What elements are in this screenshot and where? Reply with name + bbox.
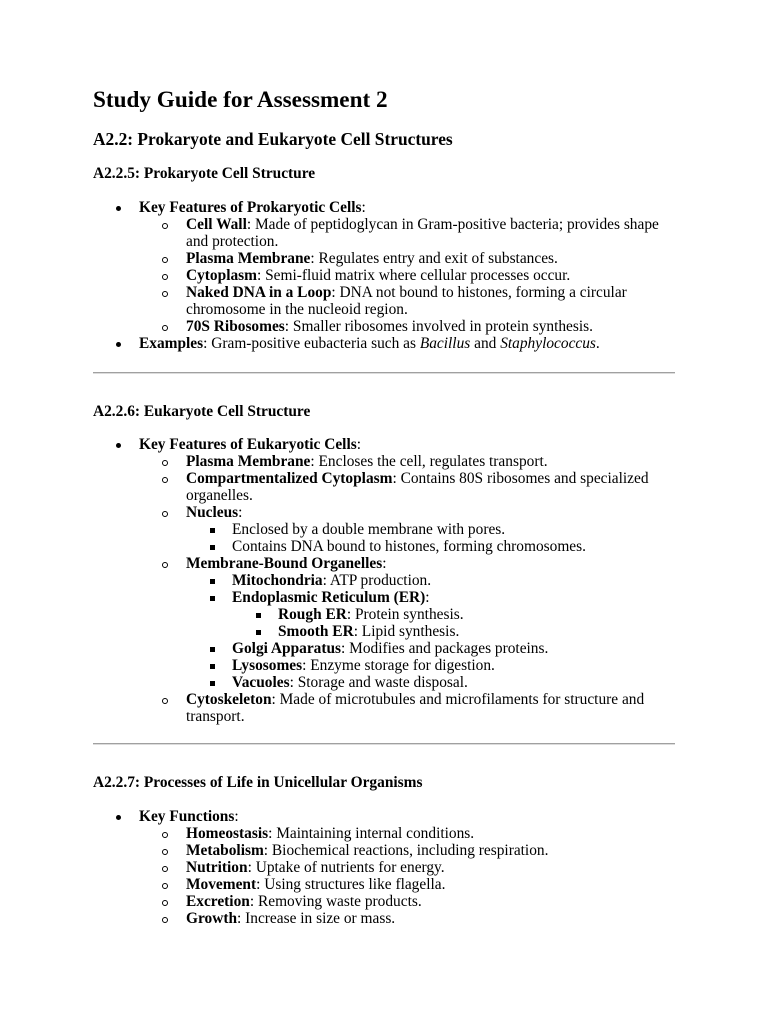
circle-bullet-icon <box>162 460 168 466</box>
term-examples: Examples <box>139 335 204 352</box>
term-suffix: : <box>356 436 361 453</box>
list-item-rough-er <box>278 606 675 623</box>
item-text <box>232 640 548 657</box>
square-bullet-icon <box>210 545 215 550</box>
genus-staphylococcus: Staphylococcus <box>500 335 596 352</box>
circle-bullet-icon <box>162 477 168 483</box>
circle-bullet-icon <box>162 291 168 297</box>
term-suffix: : <box>234 808 239 825</box>
term-cell-wall: Cell Wall <box>186 216 247 233</box>
genus-bacillus: Bacillus <box>419 335 471 352</box>
item-text <box>186 470 649 504</box>
list-item-golgi-apparatus <box>232 640 675 657</box>
term-endoplasmic-reticulum: Endoplasmic Reticulum (ER) <box>232 589 426 606</box>
term-cytoplasm: Cytoplasm <box>186 267 257 284</box>
term-growth: Growth <box>186 910 238 927</box>
circle-bullet-icon <box>162 849 168 855</box>
list-item-growth <box>186 910 675 927</box>
functions-list <box>186 825 675 927</box>
description-golgi-apparatus: : Modifies and packages proteins. <box>341 640 549 657</box>
eukaryote-list <box>139 436 675 725</box>
list-item-membrane-bound-organelles <box>186 555 675 691</box>
term-70s-ribosomes: 70S Ribosomes <box>186 318 285 335</box>
square-bullet-icon <box>210 647 215 652</box>
circle-bullet-icon <box>162 832 168 838</box>
er-list <box>278 606 675 640</box>
term-vacuoles: Vacuoles <box>232 674 290 691</box>
square-bullet-icon <box>256 630 261 635</box>
term-metabolism: Metabolism <box>186 842 264 859</box>
list-item-cytoplasm <box>186 267 675 284</box>
list-item-compartmentalized-cytoplasm <box>186 470 675 504</box>
term-rough-er: Rough ER <box>278 606 347 623</box>
item-text <box>139 199 366 216</box>
circle-bullet-icon <box>162 883 168 889</box>
square-bullet-icon <box>210 664 215 669</box>
circle-bullet-icon <box>162 223 168 229</box>
square-bullet-icon <box>256 613 261 618</box>
description-nutrition: : Uptake of nutrients for energy. <box>247 859 445 876</box>
section-heading-eukaryote: A2.2.6: Eukaryote Cell Structure <box>93 403 311 420</box>
term-suffix: : <box>361 199 366 216</box>
description-cell-wall: : Made of peptidoglycan in Gram-positive bacteria; provides shape and protection. <box>186 216 659 250</box>
bullet-icon <box>116 342 121 347</box>
list-item-cytoskeleton <box>186 691 675 725</box>
description-lysosomes: : Enzyme storage for digestion. <box>302 657 495 674</box>
document-page <box>93 0 675 1024</box>
description-compartmentalized-cytoplasm: : Contains 80S ribosomes and specialized organelles. <box>186 470 649 504</box>
description-homeostasis: : Maintaining internal conditions. <box>268 825 475 842</box>
list-item-cell-wall <box>186 216 675 250</box>
item-text <box>186 318 593 335</box>
list-item-movement <box>186 876 675 893</box>
term-smooth-er: Smooth ER <box>278 623 354 640</box>
description-mitochondria: : ATP production. <box>322 572 432 589</box>
item-text <box>232 572 431 589</box>
description-plasma-membrane: : Encloses the cell, regulates transport. <box>310 453 548 470</box>
description-70s-ribosomes: : Smaller ribosomes involved in protein synthesis. <box>284 318 593 335</box>
item-text <box>232 674 468 691</box>
term-mitochondria: Mitochondria <box>232 572 323 589</box>
list-item-nutrition <box>186 859 675 876</box>
description-naked-dna: : DNA not bound to histones, forming a circular chromosome in the nucleoid region. <box>186 284 627 318</box>
circle-bullet-icon <box>162 325 168 331</box>
circle-bullet-icon <box>162 698 168 704</box>
item-text <box>139 436 361 453</box>
term-key-features-prokaryotic: Key Features of Prokaryotic Cells <box>139 199 362 216</box>
description-growth: : Increase in size or mass. <box>237 910 396 927</box>
list-item-key-features-prokaryotic <box>139 199 675 335</box>
prokaryote-feature-list <box>186 216 675 335</box>
circle-bullet-icon <box>162 866 168 872</box>
item-text <box>278 623 459 640</box>
list-item-smooth-er <box>278 623 675 640</box>
item-text <box>186 504 242 521</box>
term-nutrition: Nutrition <box>186 859 248 876</box>
square-bullet-icon <box>210 681 215 686</box>
term-suffix: : <box>425 589 430 606</box>
term-key-features-eukaryotic: Key Features of Eukaryotic Cells <box>139 436 357 453</box>
list-item-key-functions <box>139 808 675 927</box>
term-cytoskeleton: Cytoskeleton <box>186 691 272 708</box>
item-text <box>186 284 627 318</box>
square-bullet-icon <box>210 579 215 584</box>
circle-bullet-icon <box>162 900 168 906</box>
circle-bullet-icon <box>162 257 168 263</box>
list-item-examples <box>139 335 675 352</box>
term-plasma-membrane: Plasma Membrane <box>186 453 311 470</box>
term-suffix: : <box>238 504 243 521</box>
item-text <box>278 606 464 623</box>
item-text <box>186 825 474 842</box>
circle-bullet-icon <box>162 511 168 517</box>
list-item-lysosomes <box>232 657 675 674</box>
item-text <box>139 335 600 352</box>
description-cytoskeleton: : Made of microtubules and microfilaments for structure and transport. <box>186 691 645 725</box>
list-item-dna-histones <box>232 538 675 555</box>
item-text <box>139 808 239 825</box>
term-nucleus: Nucleus <box>186 504 239 521</box>
list-item-plasma-membrane <box>186 453 675 470</box>
section-divider <box>93 743 675 745</box>
circle-bullet-icon <box>162 274 168 280</box>
term-lysosomes: Lysosomes <box>232 657 303 674</box>
list-item-double-membrane <box>232 521 675 538</box>
list-item-70s-ribosomes <box>186 318 675 335</box>
list-item-mitochondria <box>232 572 675 589</box>
page-title: Study Guide for Assessment 2 <box>93 87 388 113</box>
item-text <box>186 691 644 725</box>
term-naked-dna: Naked DNA in a Loop <box>186 284 332 301</box>
item-text <box>186 453 548 470</box>
square-bullet-icon <box>210 596 215 601</box>
list-item-excretion <box>186 893 675 910</box>
bullet-icon <box>116 206 121 211</box>
nucleus-list <box>232 521 675 555</box>
examples-text: . <box>595 335 600 352</box>
item-text <box>186 555 387 572</box>
description-cytoplasm: : Semi-fluid matrix where cellular processes occur. <box>256 267 571 284</box>
list-item-vacuoles <box>232 674 675 691</box>
organelles-list <box>232 572 675 691</box>
description-plasma-membrane: : Regulates entry and exit of substances. <box>310 250 558 267</box>
item-text: Contains DNA bound to histones, forming chromosomes. <box>232 538 586 555</box>
description-excretion: : Removing waste products. <box>249 893 422 910</box>
bullet-icon <box>116 815 121 820</box>
item-text <box>232 657 495 674</box>
term-membrane-bound-organelles: Membrane-Bound Organelles <box>186 555 383 572</box>
list-item-key-features-eukaryotic <box>139 436 675 725</box>
description-rough-er: : Protein synthesis. <box>346 606 464 623</box>
description-metabolism: : Biochemical reactions, including respiration. <box>263 842 549 859</box>
bullet-icon <box>116 443 121 448</box>
item-text <box>186 216 659 250</box>
item-text <box>186 893 422 910</box>
square-bullet-icon <box>210 528 215 533</box>
section-heading-prokaryote: A2.2.5: Prokaryote Cell Structure <box>93 165 316 182</box>
term-suffix: : <box>382 555 387 572</box>
description-movement: : Using structures like flagella. <box>256 876 446 893</box>
examples-text: and <box>470 335 501 352</box>
circle-bullet-icon <box>162 917 168 923</box>
description-vacuoles: : Storage and waste disposal. <box>289 674 468 691</box>
term-movement: Movement <box>186 876 257 893</box>
circle-bullet-icon <box>162 562 168 568</box>
description-smooth-er: : Lipid synthesis. <box>353 623 460 640</box>
unit-heading: A2.2: Prokaryote and Eukaryote Cell Structures <box>93 129 453 149</box>
term-compartmentalized-cytoplasm: Compartmentalized Cytoplasm <box>186 470 393 487</box>
item-text <box>186 842 548 859</box>
item-text <box>186 267 570 284</box>
list-item-nucleus <box>186 504 675 555</box>
unicellular-list <box>139 808 675 927</box>
item-text: Enclosed by a double membrane with pores. <box>232 521 506 538</box>
section-divider <box>93 372 675 374</box>
term-key-functions: Key Functions <box>139 808 235 825</box>
list-item-plasma-membrane <box>186 250 675 267</box>
term-excretion: Excretion <box>186 893 250 910</box>
item-text <box>232 589 430 606</box>
eukaryote-feature-list <box>186 453 675 725</box>
list-item-homeostasis <box>186 825 675 842</box>
examples-text: : Gram-positive eubacteria such as <box>203 335 420 352</box>
section-heading-unicellular: A2.2.7: Processes of Life in Unicellular Organisms <box>93 774 423 791</box>
term-homeostasis: Homeostasis <box>186 825 269 842</box>
item-text <box>186 876 445 893</box>
term-golgi-apparatus: Golgi Apparatus <box>232 640 342 657</box>
list-item-endoplasmic-reticulum <box>232 589 675 640</box>
list-item-naked-dna <box>186 284 675 318</box>
prokaryote-list <box>139 199 675 352</box>
term-plasma-membrane: Plasma Membrane <box>186 250 311 267</box>
list-item-metabolism <box>186 842 675 859</box>
item-text <box>186 910 395 927</box>
item-text <box>186 250 558 267</box>
item-text <box>186 859 445 876</box>
